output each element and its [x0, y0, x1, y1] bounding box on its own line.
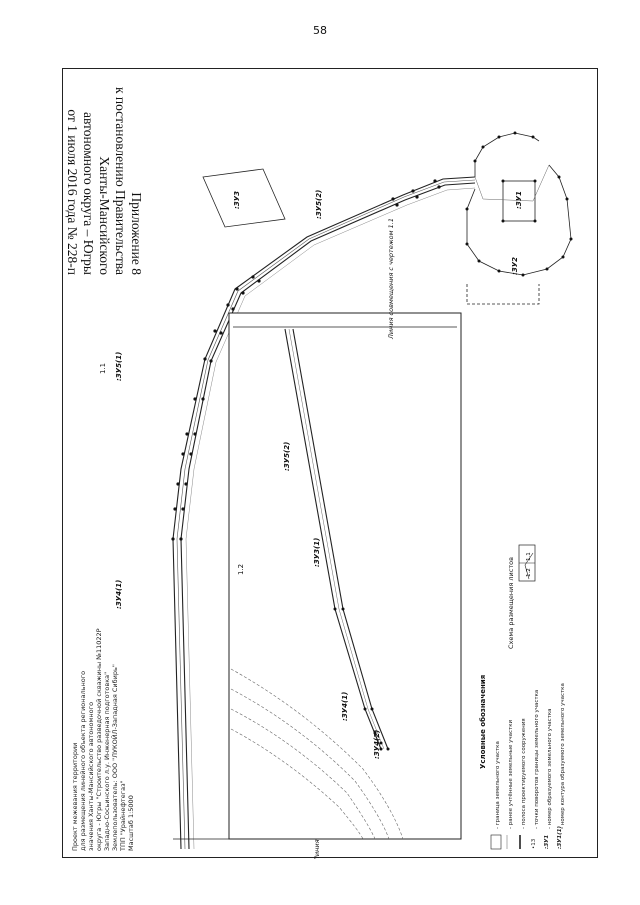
legend-swatch-boundary: [491, 835, 501, 849]
match-line-inset-label: Линия совмещения с чертежом 1.1: [387, 218, 395, 339]
project-info-block: [71, 628, 135, 852]
project-info-line: Землепользователь: ООО "ЛУКОЙЛ-Западная Сибирь": [111, 664, 119, 851]
plot-label-zu4-1-inset: :ЗУ4(1): [341, 691, 349, 721]
legend-item: - точки поворотов границы земельного участка: [534, 689, 540, 829]
plot-label-zu5-2: :ЗУ5(2): [315, 189, 323, 219]
appendix-line: от 1 июля 2016 года № 228-п: [65, 109, 80, 275]
project-info-line: Западно-Сосьинского л.у. Инженерная подготовка": [103, 671, 111, 851]
appendix-line: к постановлению Правительства: [113, 86, 128, 275]
project-info-line: для размещения линейного объекта регионального: [79, 670, 87, 851]
project-info-line: округа - Югры "Строительство разведочной скважины №11022Р: [95, 628, 103, 851]
inset-frame: [229, 313, 461, 839]
legend-symbol: •13: [531, 838, 537, 849]
plot-label-zu4-1: :ЗУ4(1): [115, 579, 123, 609]
legend-symbol: :ЗУ1: [544, 834, 550, 849]
legend-item: - граница земельного участка: [495, 741, 501, 829]
legend-item: - полоса проектируемого сооружения: [521, 718, 527, 829]
plot-label-zu3-1: :ЗУ3(1): [313, 537, 321, 567]
appendix-line: Приложение 8: [129, 192, 144, 275]
legend-title: Условные обозначения: [479, 674, 487, 769]
plot-label-zu5-2-inset: :ЗУ5(2): [283, 441, 291, 471]
survey-drawing: [63, 69, 599, 859]
plot-label-zu4-2: :ЗУ4(2): [373, 729, 381, 759]
legend-item: - номер контура образуемого земельного участка: [560, 683, 566, 829]
drawing-sheet: [62, 68, 598, 858]
appendix-line: Ханты-Мансийского: [97, 156, 112, 275]
sheet-label-inset: 1.2: [237, 563, 245, 575]
project-info-line: Масштаб 1:5000: [127, 795, 135, 851]
plot-label-zu2: :ЗУ2: [511, 256, 519, 275]
appendix-line: автономного округа – Югры: [81, 112, 96, 275]
plot-label-zu5-1: :ЗУ5(1): [115, 351, 123, 381]
legend-item: - ранее учтённые земельные участки: [508, 719, 514, 829]
page-number: 58: [313, 24, 327, 37]
scheme-title: Схема размещения листов: [507, 557, 515, 649]
project-info-line: ТПП "Урайнефтегаз": [119, 780, 127, 851]
legend: [479, 675, 566, 849]
scheme-cell-a: 1.2: [526, 568, 532, 577]
legend-symbol: :ЗУ1(1): [557, 825, 563, 849]
plot-label-zu1: :ЗУ1: [515, 190, 523, 209]
pad-area: [467, 133, 571, 304]
plot-boundary-zu3: [203, 169, 285, 227]
project-info-line: значения Ханты-Мансийского автономного: [87, 701, 95, 851]
sheet-label-main: 1.1: [99, 362, 107, 374]
scheme-cell-b: 1.1: [526, 552, 532, 561]
plot-label-zu3: :ЗУ3: [233, 190, 241, 209]
legend-item: - номер образуемого земельного участка: [547, 708, 553, 829]
project-info-line: Проект межевания территории: [71, 742, 79, 851]
sheet-scheme: [519, 545, 535, 581]
